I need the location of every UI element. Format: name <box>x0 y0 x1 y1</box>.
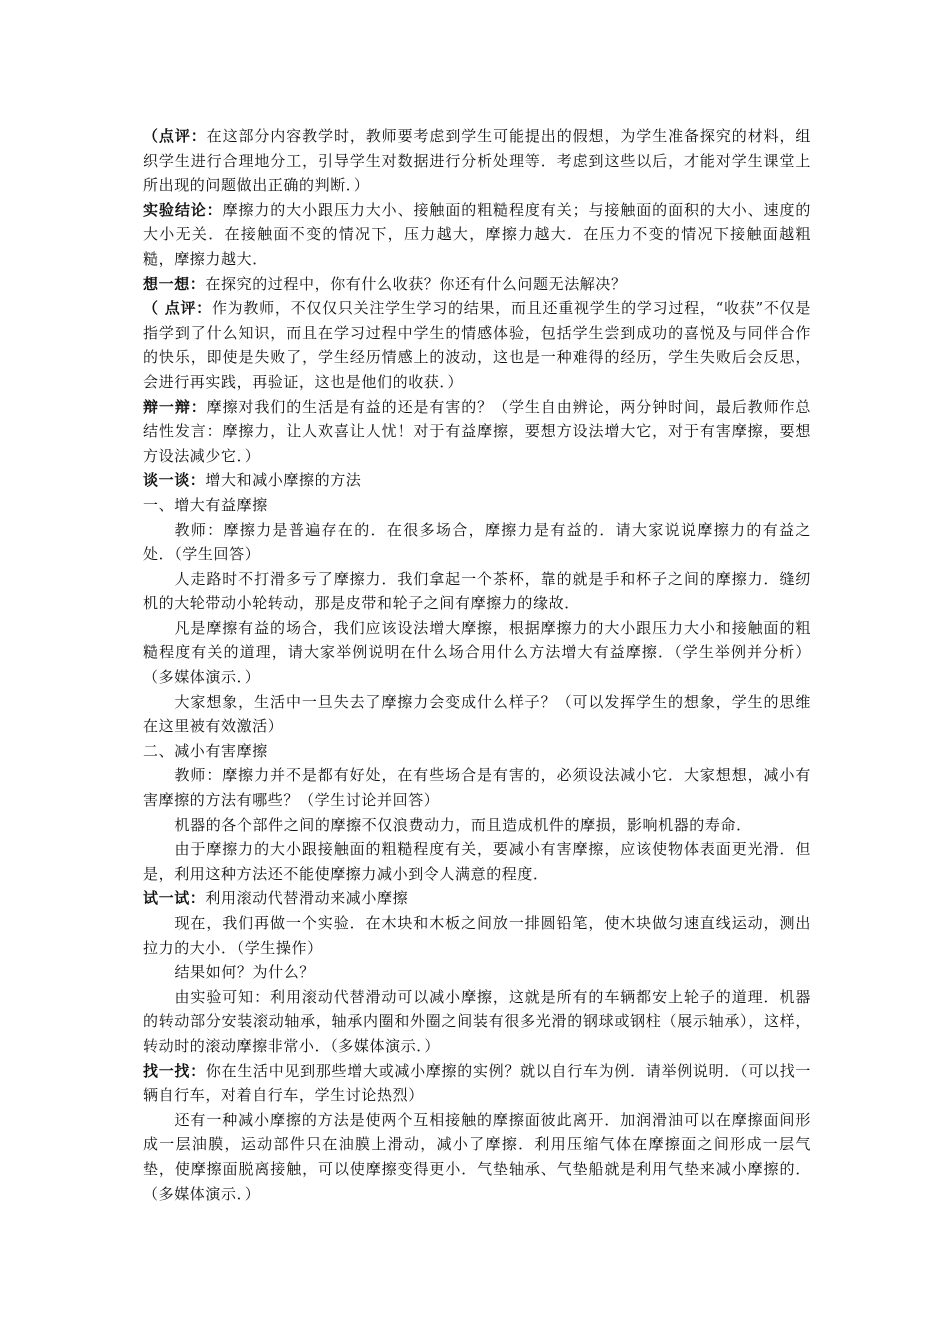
paragraph-find <box>143 1059 811 1108</box>
paragraph-lead: （点评： <box>143 127 207 145</box>
paragraph-body: 教师：摩擦力是普遍存在的．在很多场合，摩擦力是有益的．请大家说说摩擦力的有益之处．（学生回答） <box>143 520 811 564</box>
paragraph-comment-2 <box>143 296 811 394</box>
paragraph-body: 结果如何？为什么？ <box>174 963 315 982</box>
paragraph-body: 现在，我们再做一个实验．在木块和木板之间放一排圆铅笔，使木块做匀速直线运动，测出拉力的大小．（学生操作） <box>143 914 811 957</box>
paragraph-text: 利用滚动代替滑动来减小摩擦 <box>205 889 409 908</box>
paragraph-body: 人走路时不打滑多亏了摩擦力．我们拿起一个茶杯，靠的就是手和杯子之间的摩擦力．缝纫机的大轮带动小轮转动，那是皮带和轮子之间有摩擦力的缘故． <box>143 569 811 613</box>
paragraph-body: 教师：摩擦力并不是都有好处，在有些场合是有害的，必须设法减小它．大家想想，减小有害摩擦的方法有哪些？（学生讨论并回答） <box>143 766 811 810</box>
paragraph-body: 由实验可知：利用滚动代替滑动可以减小摩擦，这就是所有的车辆都安上轮子的道理．机器的转动部分安装滚动轴承，轴承内圈和外圈之间装有很多光滑的钢球或钢柱（展示轴承），这样，转动时的滚动摩擦非常小．（多媒体演示．） <box>143 987 811 1055</box>
paragraph-discuss <box>143 468 811 493</box>
paragraph-body: 机器的各个部件之间的摩擦不仅浪费动力，而且造成机件的摩损，影响机器的寿命． <box>174 815 752 834</box>
paragraph-text: 增大和减小摩擦的方法 <box>205 471 362 490</box>
paragraph-lead: 辩一辩： <box>143 397 207 416</box>
paragraph-text: 在探究的过程中，你有什么收获？你还有什么问题无法解决？ <box>205 274 627 293</box>
paragraph-think <box>143 272 811 297</box>
paragraph-text: 在这部分内容教学时，教师要考虑到学生可能提出的假想，为学生准备探究的材料，组织学生进行合理地分工，引导学生对数据进行分析处理等．考虑到这些以后，才能对学生课堂上所出现的问题做出正确的判断．） <box>143 127 811 195</box>
paragraph-lead: 试一试： <box>143 889 206 908</box>
paragraph-body: 凡是摩擦有益的场合，我们应该设法增大摩擦，根据摩擦力的大小跟压力大小和接触面的粗糙程度有关的道理，请大家举例说明在什么场合用什么方法增大有益摩擦．（学生举例并分析）（多媒体演示．） <box>143 618 811 687</box>
paragraph-comment-1 <box>143 124 811 198</box>
paragraph-lead: 找一找： <box>143 1061 206 1080</box>
paragraph-lead: 实验结论： <box>143 200 223 219</box>
paragraph-body: 由于摩擦力的大小跟接触面的粗糙程度有关，要减小有害摩擦，应该使物体表面更光滑．但是，利用这种方法还不能使摩擦力减小到令人满意的程度． <box>143 840 811 883</box>
paragraph-lead: 想一想： <box>143 274 206 293</box>
paragraph-lead: （ 点评： <box>143 299 212 318</box>
paragraph-body: 还有一种减小摩擦的方法是使两个互相接触的摩擦面彼此离开．加润滑油可以在摩擦面间形成一层油膜，运动部件只在油膜上滑动，减小了摩擦．利用压缩气体在摩擦面之间形成一层气垫，使摩擦面脱离接触，可以使摩擦变得更小．气垫轴承、气垫船就是利用气垫来减小摩擦的．（多媒体演示．） <box>143 1110 811 1203</box>
section-heading-reduce: 二、减小有害摩擦 <box>143 741 268 760</box>
paragraph-body: 大家想象，生活中一旦失去了摩擦力会变成什么样子？（可以发挥学生的想象，学生的思维在这里被有效激活） <box>143 692 811 736</box>
paragraph-experiment-conclusion <box>143 198 811 272</box>
section-heading-increase: 一、增大有益摩擦 <box>143 495 268 514</box>
paragraph-debate <box>143 395 811 469</box>
paragraph-text: 作为教师，不仅仅只关注学生学习的结果，而且还重视学生的学习过程，“收获”不仅是指学到了什么知识，而且在学习过程中学生的情感体验，包括学生尝到成功的喜悦及与同伴合作的快乐，即使是失败了，学生经历情感上的波动，这也是一种难得的经历，学生失败后会反思，会进行再实践，再验证，这也是他们的收获．） <box>143 299 811 391</box>
paragraph-lead: 谈一谈： <box>143 471 206 490</box>
paragraph-try <box>143 886 811 911</box>
paragraph-text: 你在生活中见到那些增大或减小摩擦的实例？就以自行车为例．请举例说明．（可以找一辆自行车，对着自行车，学生讨论热烈） <box>143 1061 812 1105</box>
paragraph-text: 摩擦力的大小跟压力大小、接触面的粗糙程度有关；与接触面的面积的大小、速度的大小无关．在接触面不变的情况下，压力越大，摩擦力越大．在压力不变的情况下接触面越粗糙，摩擦力越大． <box>143 200 811 268</box>
paragraph-text: 摩擦对我们的生活是有益的还是有害的？（学生自由辨论，两分钟时间，最后教师作总结性发言：摩擦力，让人欢喜让人忧！对于有益摩擦，要想方设法增大它，对于有害摩擦，要想方设法减少它．） <box>143 397 811 465</box>
document-body <box>143 124 811 1206</box>
